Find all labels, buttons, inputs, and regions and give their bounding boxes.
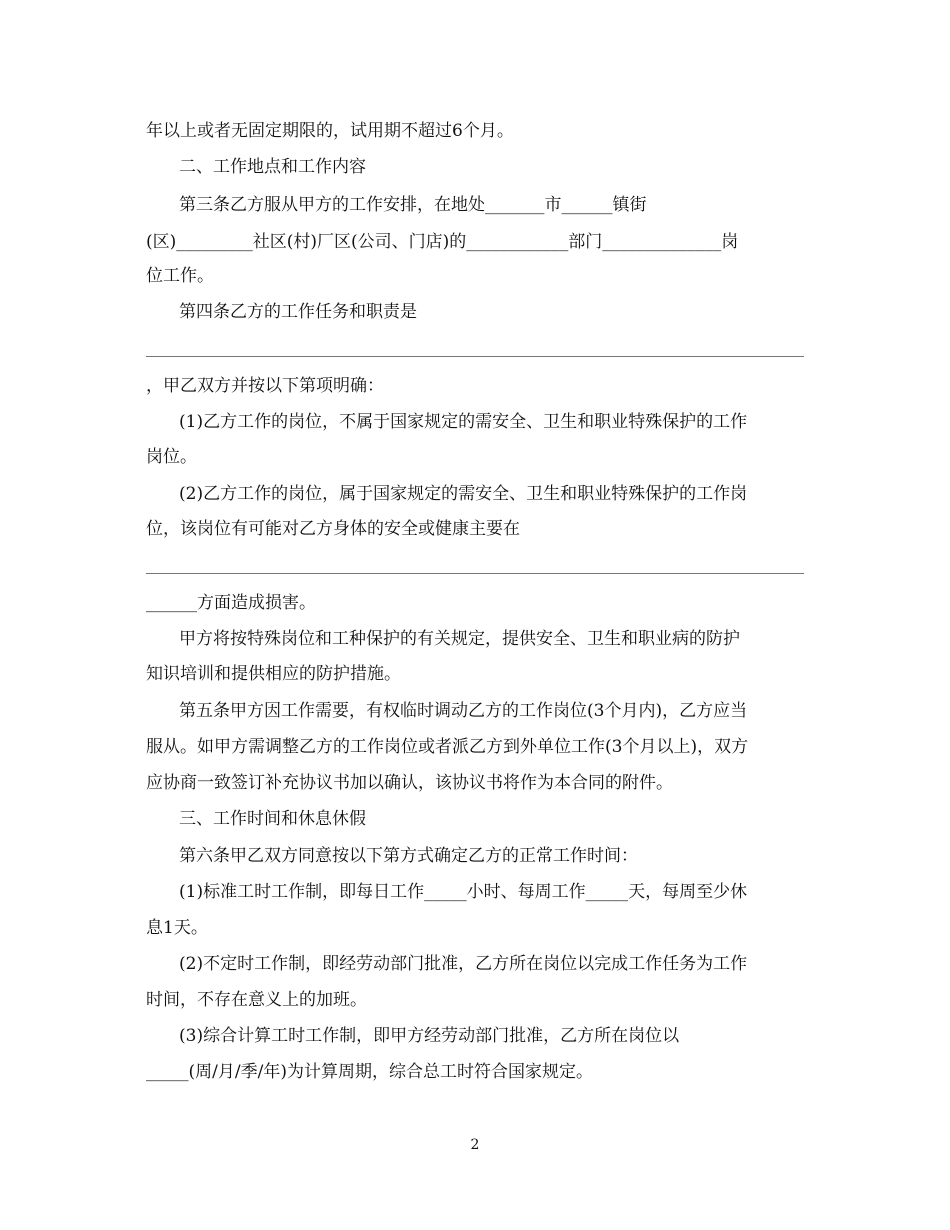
section-heading: 三、工作时间和休息休假 — [179, 809, 366, 829]
section-heading: 二、工作地点和工作内容 — [179, 157, 366, 177]
text-line: (1)乙方工作的岗位，不属于国家规定的需安全、卫生和职业特殊保护的工作 — [179, 412, 748, 432]
text-line: 岗位。 — [146, 447, 197, 467]
text-line: (2)乙方工作的岗位，属于国家规定的需安全、卫生和职业特殊保护的工作岗 — [179, 484, 748, 504]
text-line: 甲方将按特殊岗位和工种保护的有关规定，提供安全、卫生和职业病的防护 — [179, 629, 740, 649]
text-line: 服从。如甲方需调整乙方的工作岗位或者派乙方到外单位工作(3个月以上)，双方 — [146, 737, 749, 757]
text-line: 位，该岗位有可能对乙方身体的安全或健康主要在 — [146, 519, 520, 539]
page-number: 2 — [470, 1137, 480, 1153]
text-line: ______方面造成损害。 — [146, 593, 316, 613]
text-line: 时间，不存在意义上的加班。 — [146, 990, 367, 1010]
text-line: 第六条甲乙双方同意按以下第方式确定乙方的正常工作时间： — [179, 846, 638, 866]
text-line: 第三条乙方服从甲方的工作安排，在地处_______市______镇街 — [179, 195, 647, 215]
text-line: (区)_________社区(村)厂区(公司、门店)的____________部门______________岗 — [146, 232, 739, 252]
text-line: 知识培训和提供相应的防护措施。 — [146, 664, 401, 684]
text-line: 年以上或者无固定期限的，试用期不超过6个月。 — [146, 121, 514, 141]
text-line: _____(周/月/季/年)为计算周期，综合总工时符合国家规定。 — [146, 1062, 593, 1082]
text-line: ，甲乙双方并按以下第项明确： — [146, 376, 384, 396]
text-line: 位工作。 — [146, 266, 214, 286]
fill-in-rule — [146, 356, 804, 357]
text-line: 息1天。 — [146, 918, 208, 938]
fill-in-rule — [146, 573, 804, 574]
text-line: 第五条甲方因工作需要，有权临时调动乙方的工作岗位(3个月内)，乙方应当 — [179, 701, 748, 721]
text-line: (1)标准工时工作制，即每日工作_____小时、每周工作_____天，每周至少休 — [179, 882, 748, 902]
text-line: (2)不定时工作制，即经劳动部门批准，乙方所在岗位以完成工作任务为工作 — [179, 954, 748, 974]
text-line: (3)综合计算工时工作制，即甲方经劳动部门批准，乙方所在岗位以 — [179, 1026, 680, 1046]
text-line: 第四条乙方的工作任务和职责是 — [179, 302, 417, 322]
text-line: 应协商一致签订补充协议书加以确认，该协议书将作为本合同的附件。 — [146, 773, 673, 793]
